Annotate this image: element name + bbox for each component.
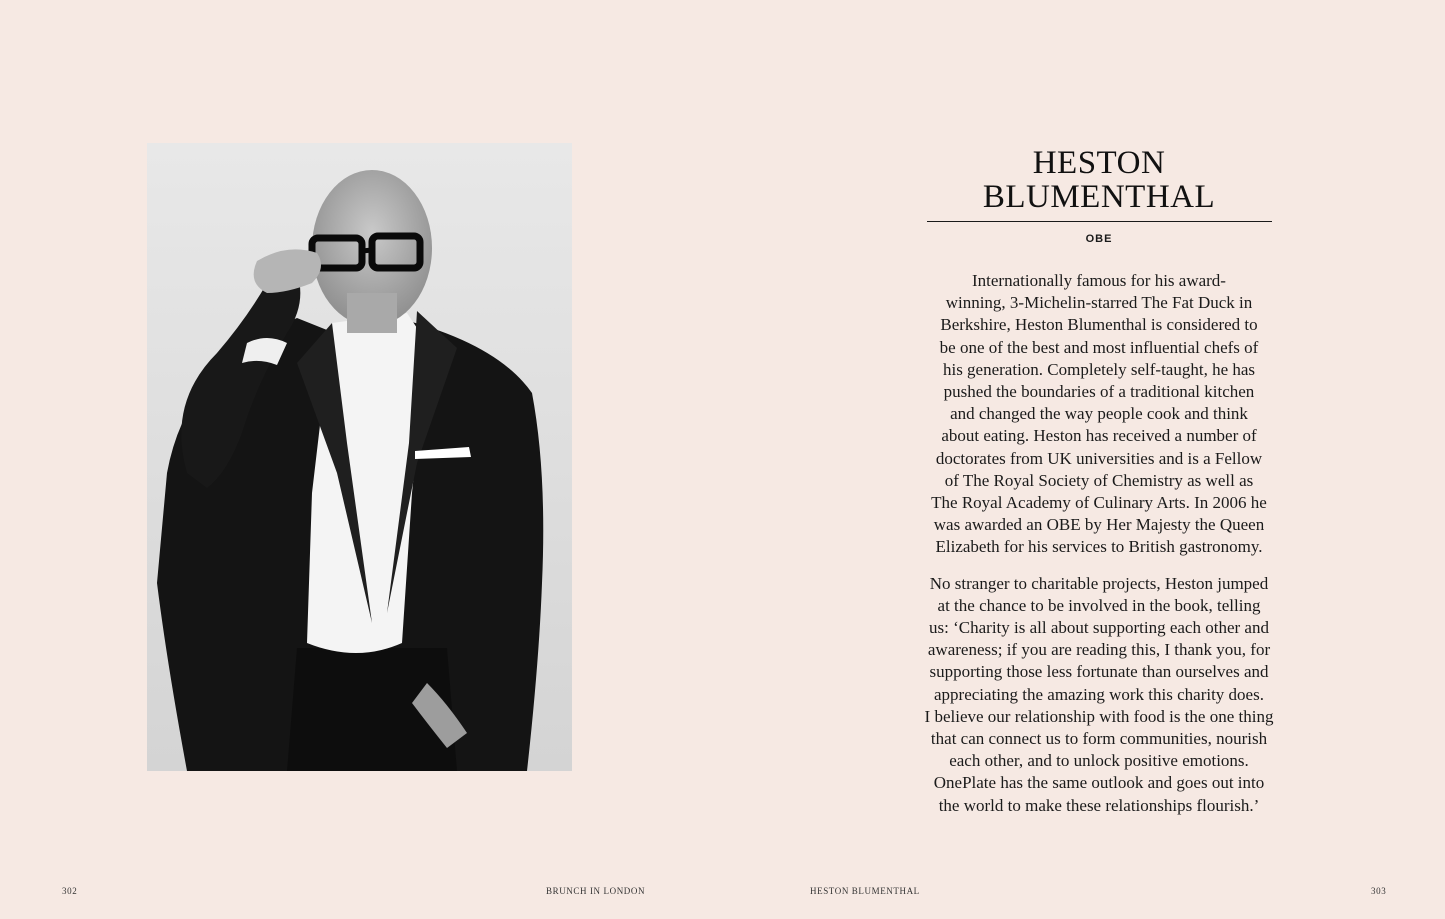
text-line: doctorates from UK universities and is a Fellow (935, 448, 1263, 468)
text-line: The Royal Academy of Culinary Arts. In 2006 he (931, 493, 1267, 513)
page-number-left: 302 (62, 886, 78, 896)
text-line: at the chance to be involved in the book, telling (937, 595, 1261, 615)
running-title-right: HESTON BLUMENTHAL (810, 886, 920, 896)
text-line: awareness; if you are reading this, I thank you, for (927, 640, 1271, 660)
text-line: Berkshire, Heston Blumenthal is considered to (940, 315, 1258, 335)
text-line: each other, and to unlock positive emotions. (949, 751, 1249, 771)
page-number-right: 303 (1371, 886, 1387, 896)
bio-paragraph-2 (915, 573, 1283, 817)
text-line: supporting those less fortunate than ourselves and (929, 662, 1269, 682)
text-line: about eating. Heston has received a number of (941, 426, 1257, 446)
running-title-left: BRUNCH IN LONDON (546, 886, 646, 896)
text-line: pushed the boundaries of a traditional kitchen (943, 382, 1255, 402)
page-title (915, 146, 1283, 214)
text-line: OnePlate has the same outlook and goes out into (933, 773, 1265, 793)
text-line: his generation. Completely self-taught, he has (942, 359, 1256, 379)
text-line: and changed the way people cook and think (950, 404, 1248, 424)
text-line: winning, 3-Michelin-starred The Fat Duck in (945, 293, 1253, 313)
honour-label: OBE (1085, 233, 1113, 245)
text-line: the world to make these relationships flourish.’ (938, 795, 1260, 815)
name-line-last: BLUMENTHAL (982, 179, 1216, 215)
portrait-photo (147, 143, 572, 771)
text-line: Internationally famous for his award- (972, 271, 1226, 290)
portrait-photo-icon (147, 143, 572, 771)
text-line: of The Royal Society of Chemistry as well as (944, 470, 1254, 490)
text-line: be one of the best and most influential chefs of (939, 337, 1259, 357)
text-line: I believe our relationship with food is the one thing (924, 706, 1274, 726)
text-line: was awarded an OBE by Her Majesty the Queen (933, 515, 1265, 535)
bio-paragraph-1 (915, 270, 1283, 559)
text-line: us: ‘Charity is all about supporting each other and (929, 618, 1269, 638)
text-line: Elizabeth for his services to British gastronomy. (935, 537, 1263, 557)
title-divider (927, 221, 1272, 222)
profile-block (915, 146, 1283, 817)
name-line-first: HESTON (1032, 145, 1166, 181)
text-line: that can connect us to form communities, nourish (930, 729, 1268, 749)
text-line: appreciating the amazing work this charity does. (934, 684, 1264, 704)
text-line: No stranger to charitable projects, Heston jumped (929, 573, 1269, 593)
